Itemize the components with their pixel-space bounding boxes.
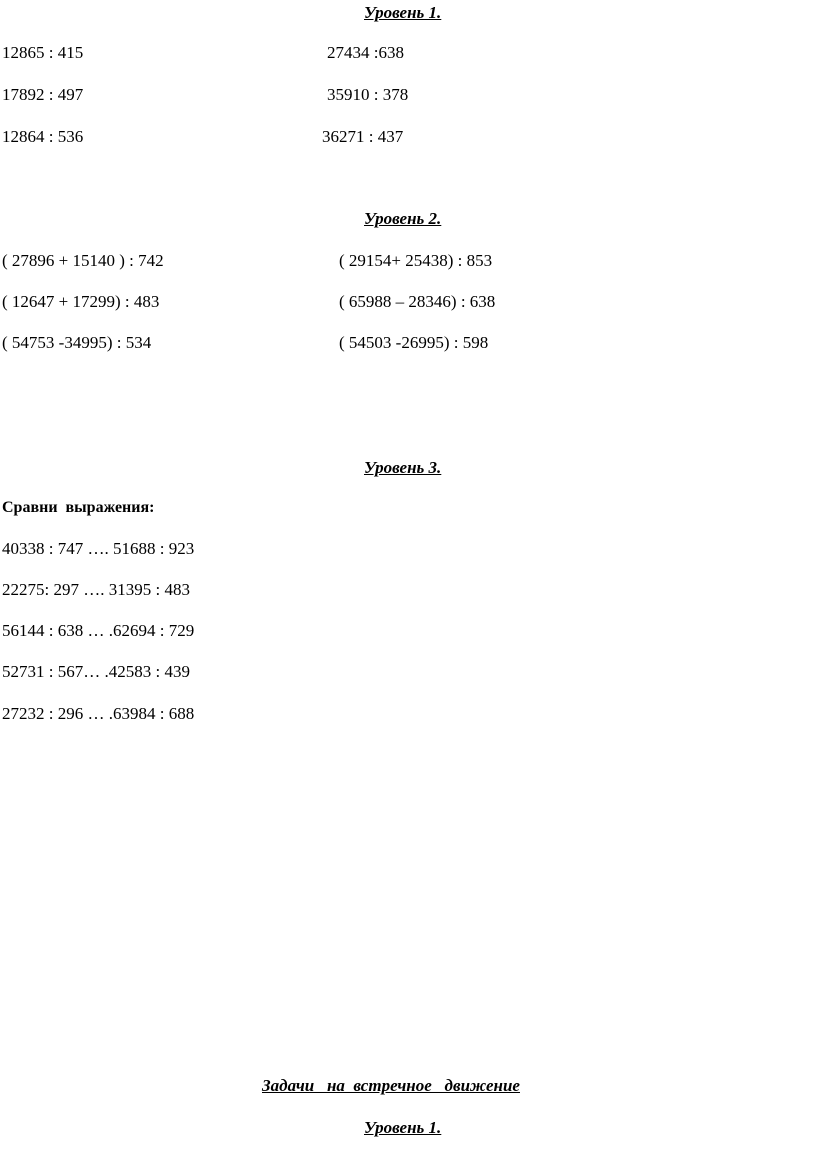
tasks-level1-title: Уровень 1. <box>364 1118 442 1137</box>
level3-row4: 52731 : 567… .42583 : 439 <box>2 662 190 681</box>
level2-row1-left: ( 27896 + 15140 ) : 742 <box>2 251 164 270</box>
level2-row2-right: ( 65988 – 28346) : 638 <box>339 292 496 311</box>
level2-row3-right: ( 54503 -26995) : 598 <box>339 333 489 352</box>
level1-row2-left: 17892 : 497 <box>2 85 84 104</box>
tasks-title: Задачи на встречное движение <box>262 1076 520 1095</box>
level2-row1-right: ( 29154+ 25438) : 853 <box>339 251 493 270</box>
level3-instruction: Сравни выражения: <box>2 499 155 516</box>
level3-title: Уровень 3. <box>364 458 442 477</box>
level3-row1: 40338 : 747 …. 51688 : 923 <box>2 539 195 558</box>
level1-row3-right: 36271 : 437 <box>322 127 404 146</box>
level1-row1-right: 27434 :638 <box>327 43 404 62</box>
level1-row1-left: 12865 : 415 <box>2 43 84 62</box>
level2-row2-left: ( 12647 + 17299) : 483 <box>2 292 160 311</box>
level1-row2-right: 35910 : 378 <box>327 85 409 104</box>
level1-title: Уровень 1. <box>364 3 442 22</box>
level3-row5: 27232 : 296 … .63984 : 688 <box>2 704 195 723</box>
level1-row3-left: 12864 : 536 <box>2 127 84 146</box>
level3-row2: 22275: 297 …. 31395 : 483 <box>2 580 190 599</box>
level3-row3: 56144 : 638 … .62694 : 729 <box>2 621 195 640</box>
level2-title: Уровень 2. <box>364 209 442 228</box>
level2-row3-left: ( 54753 -34995) : 534 <box>2 333 152 352</box>
